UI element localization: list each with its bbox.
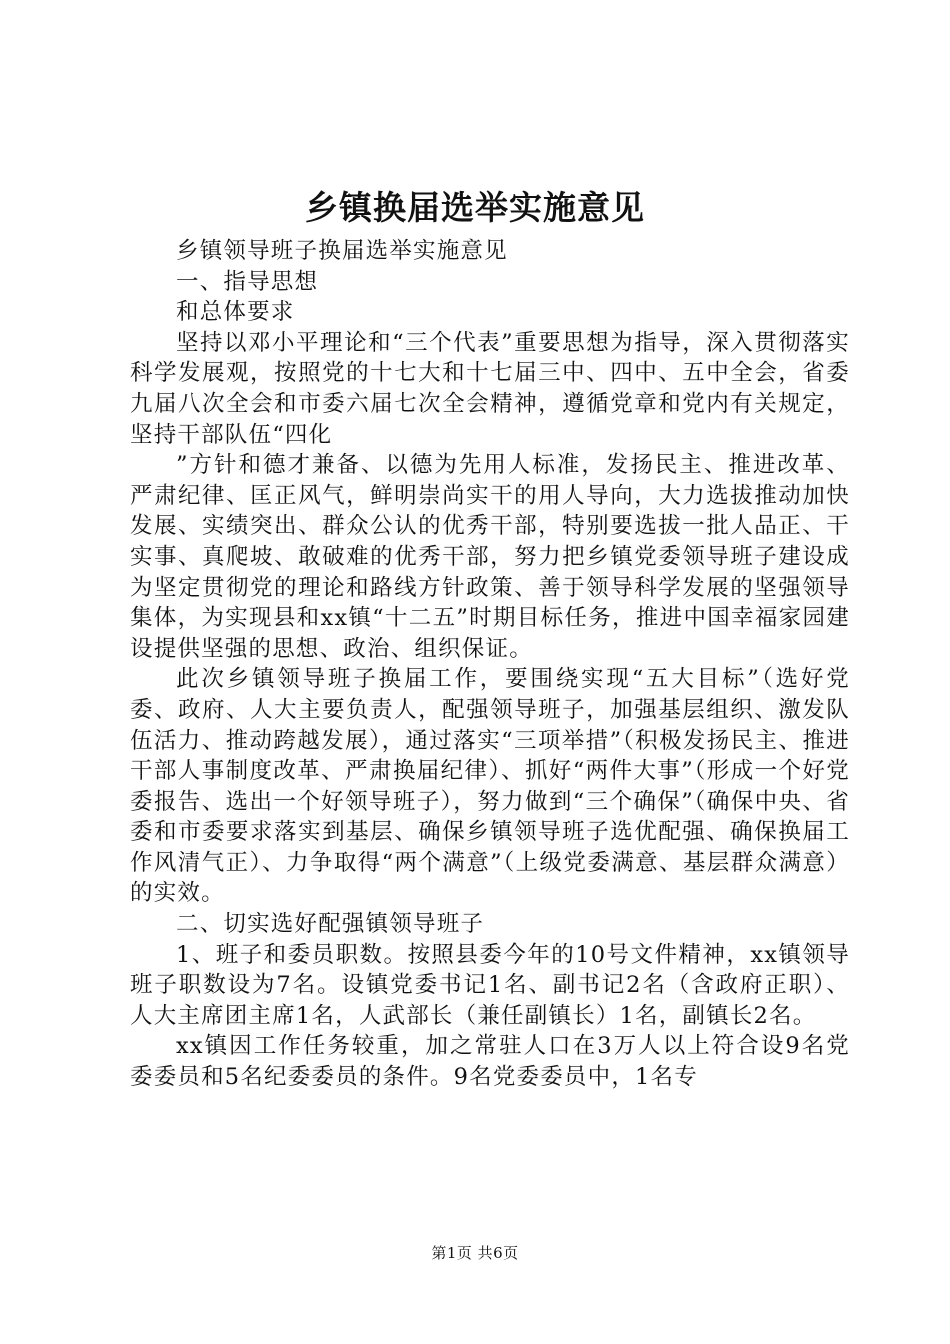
paragraph-body: 坚持以邓小平理论和“三个代表”重要思想为指导，深入贯彻落实科学发展观，按照党的十七大和十七届三中、四中、五中全会，省委九届八次全会和市委六届七次全会精神，遵循党章和党内有关规定，坚持干部队伍“四化 (130, 329, 850, 448)
paragraph-body: xx镇因工作任务较重，加之常驻人口在3万人以上符合设9名党委委员和5名纪委委员的条件。9名党委委员中，1名专 (130, 1033, 850, 1091)
paragraph-section-heading: 一、指导思想 (176, 268, 319, 295)
paragraph-section-heading: 二、切实选好配强镇领导班子 (176, 911, 485, 938)
paragraph-body: 1、班子和委员职数。按照县委今年的10号文件精神，xx镇领导班子职数设为7名。设镇党委书记1名、副书记2名（含政府正职）、人大主席团主席1名，人武部长（兼任副镇长）1名，副镇长2名。 (130, 941, 850, 1029)
paragraph-body: ”方针和德才兼备、以德为先用人标准，发扬民主、推进改革、严肃纪律、匡正风气，鲜明崇尚实干的用人导向，大力选拔推动加快发展、实绩突出、群众公认的优秀干部，特别要选拔一批人品正、干实事、真爬坡、敢破难的优秀干部，努力把乡镇党委领导班子建设成为坚定贯彻党的理论和路线方针政策、善于领导科学发展的坚强领导集体，为实现县和xx镇“十二五”时期目标任务，推进中国幸福家园建设提供坚强的思想、政治、组织保证。 (130, 452, 850, 662)
document-title: 乡镇换届选举实施意见 (305, 188, 645, 227)
document-body (130, 236, 850, 1093)
paragraph-subtitle: 乡镇领导班子换届选举实施意见 (176, 238, 508, 264)
paragraph-section-heading-cont: 和总体要求 (176, 299, 295, 326)
paragraph-body: 此次乡镇领导班子换届工作，要围绕实现“五大目标”（选好党委、政府、人大主要负责人，配强领导班子，加强基层组织、激发队伍活力、推动跨越发展），通过落实“三项举措”（积极发扬民主、推进干部人事制度改革、严肃换届纪律）、抓好“两件大事”（形成一个好党委报告、选出一个好领导班子），努力做到“三个确保”（确保中央、省委和市委要求落实到基层、确保乡镇领导班子选优配强、确保换届工作风清气正）、力争取得“两个满意”（上级党委满意、基层群众满意）的实效。 (130, 666, 850, 907)
page-footer: 第1页 共6页 (431, 1244, 519, 1262)
